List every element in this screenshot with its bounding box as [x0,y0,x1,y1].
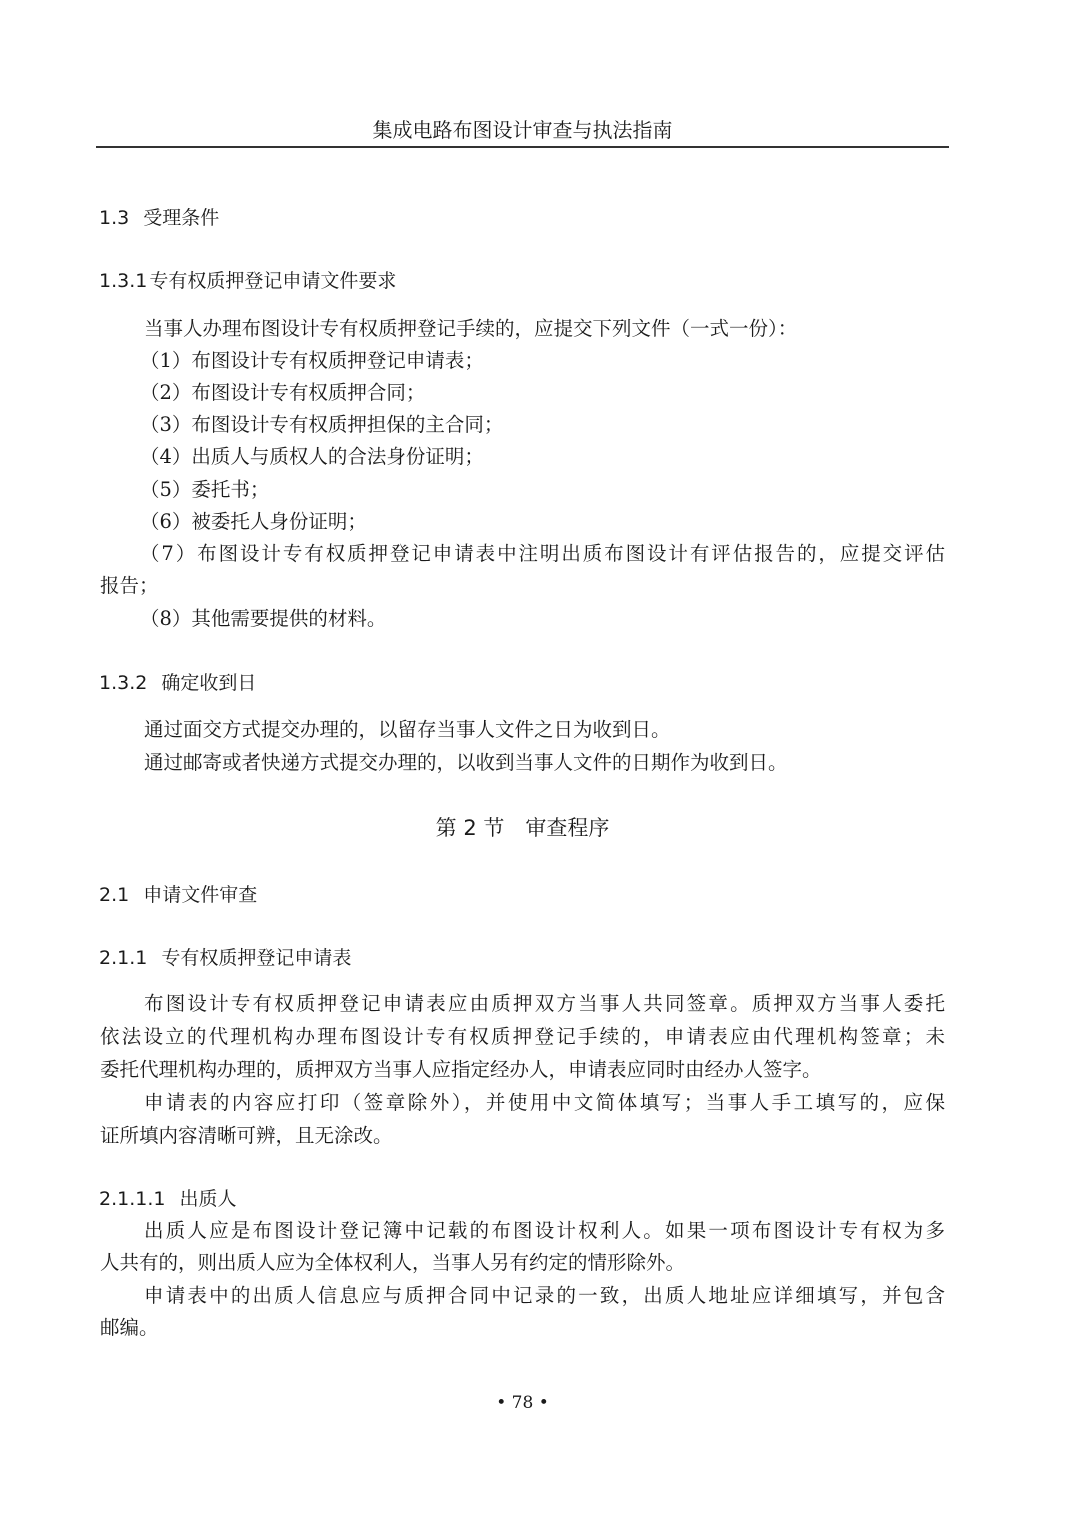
list-item: （8）其他需要提供的材料。 [140,607,387,630]
paragraph-line: 当事人办理布图设计专有权质押登记手续的，应提交下列文件（一式一份）： [144,317,798,340]
paragraph-line: 申请表中的出质人信息应与质押合同中记录的一致，出质人地址应详细填写，并包含 [144,1284,945,1307]
heading-2-1-1: 2.1.1 专有权质押登记申请表 [99,947,352,969]
paragraph-line: 出质人应是布图设计登记簿中记载的布图设计权利人。如果一项布图设计专有权为多 [144,1219,945,1242]
paragraph-line: 邮编。 [100,1316,159,1339]
running-header: 集成电路布图设计审查与执法指南 [372,118,673,142]
section-title: 第 2 节 审查程序 [435,816,610,840]
heading-2-1: 2.1 申请文件审查 [99,884,258,906]
list-item: （5）委托书； [140,478,270,501]
heading-1-3-1: 1.3.1 专有权质押登记申请文件要求 [99,270,397,292]
list-item: （7）布图设计专有权质押登记申请表中注明出质布图设计有评估报告的，应提交评估 [140,542,945,565]
paragraph-line: 布图设计专有权质押登记申请表应由质押双方当事人共同签章。质押双方当事人委托 [144,992,945,1015]
heading-1-3-2: 1.3.2 确定收到日 [99,672,257,694]
heading-2-1-1-1: 2.1.1.1 出质人 [99,1188,237,1210]
heading-1-3: 1.3 受理条件 [99,207,220,229]
paragraph-line: 通过面交方式提交办理的，以留存当事人文件之日为收到日。 [144,718,671,741]
list-item: （2）布图设计专有权质押合同； [140,381,426,404]
page-number: • 78 • [496,1393,549,1413]
list-item: （4）出质人与质权人的合法身份证明； [140,445,484,468]
list-item: （6）被委托人身份证明； [140,510,367,533]
paragraph-line: 通过邮寄或者快递方式提交办理的，以收到当事人文件的日期作为收到日。 [144,751,788,774]
paragraph-line: 委托代理机构办理的，质押双方当事人应指定经办人，申请表应同时由经办人签字。 [100,1058,822,1081]
paragraph-line: 人共有的，则出质人应为全体权利人，当事人另有约定的情形除外。 [100,1251,686,1274]
paragraph-line: 申请表的内容应打印（签章除外），并使用中文简体填写；当事人手工填写的，应保 [144,1091,945,1114]
list-item: （1）布图设计专有权质押登记申请表； [140,349,484,372]
header-rule [96,146,949,148]
list-item-continued: 报告； [100,574,159,597]
paragraph-line: 证所填内容清晰可辨，且无涂改。 [100,1124,393,1147]
list-item: （3）布图设计专有权质押担保的主合同； [140,413,504,436]
paragraph-line: 依法设立的代理机构办理布图设计专有权质押登记手续的，申请表应由代理机构签章；未 [100,1025,945,1048]
